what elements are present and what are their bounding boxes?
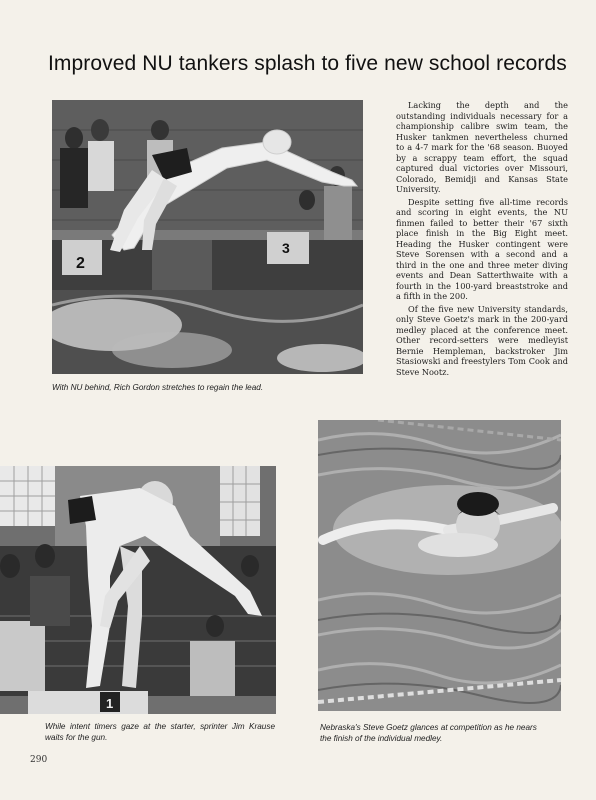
butterfly-photo-caption: Nebraska's Steve Goetz glances at competition as he nears the finish of the individual medley. [320,723,537,743]
dive-photo-caption: With NU behind, Rich Gordon stretches to regain the lead. [52,383,264,392]
headline: Improved NU tankers splash to five new school records [48,52,567,75]
sprinter-start-photo [0,466,276,714]
article-paragraph: Of the five new University standards, only Steve Goetz's mark in the 200-yard medley placed at the conference meet. Other record-setters were medleyist Bernie Hempleman, backstroker Jim Stasiowski and freestylers Tom Cook and Steve Nootz. [396,303,568,377]
article-paragraph: Lacking the depth and the outstanding individuals necessary for a championship calibre swim team, the Husker tankmen nevertheless churned to a 4-7 mark for the '68 season. Buoyed by a scrappy team effort, the squad captured dual victories over Missouri, Colorado, Bemidji and Kansas State University. [396,100,568,194]
diving-swimmer-photo [52,100,363,374]
lane-1-label: 1 [106,696,114,711]
article-paragraph: Despite setting five all-time records and scoring in eight events, the NU finmen failed to better their '67 sixth place finish in the Big Eight meet. Heading the Husker contingent were Steve Sorensen with a second and a third in the one and three meter diving events and Dean Satterthwaite with a fourth in the 100-yard breaststroke and a fifth in the 200. [396,196,568,301]
lane-2-label: 2 [76,255,85,272]
page-number: 290 [30,755,48,765]
starter-photo-caption: While intent timers gaze at the starter, sprinter Jim Krause waits for the gun. [45,722,275,742]
article-body [396,100,568,379]
butterfly-swimmer-photo [318,420,561,711]
lane-3-label: 3 [282,240,290,256]
